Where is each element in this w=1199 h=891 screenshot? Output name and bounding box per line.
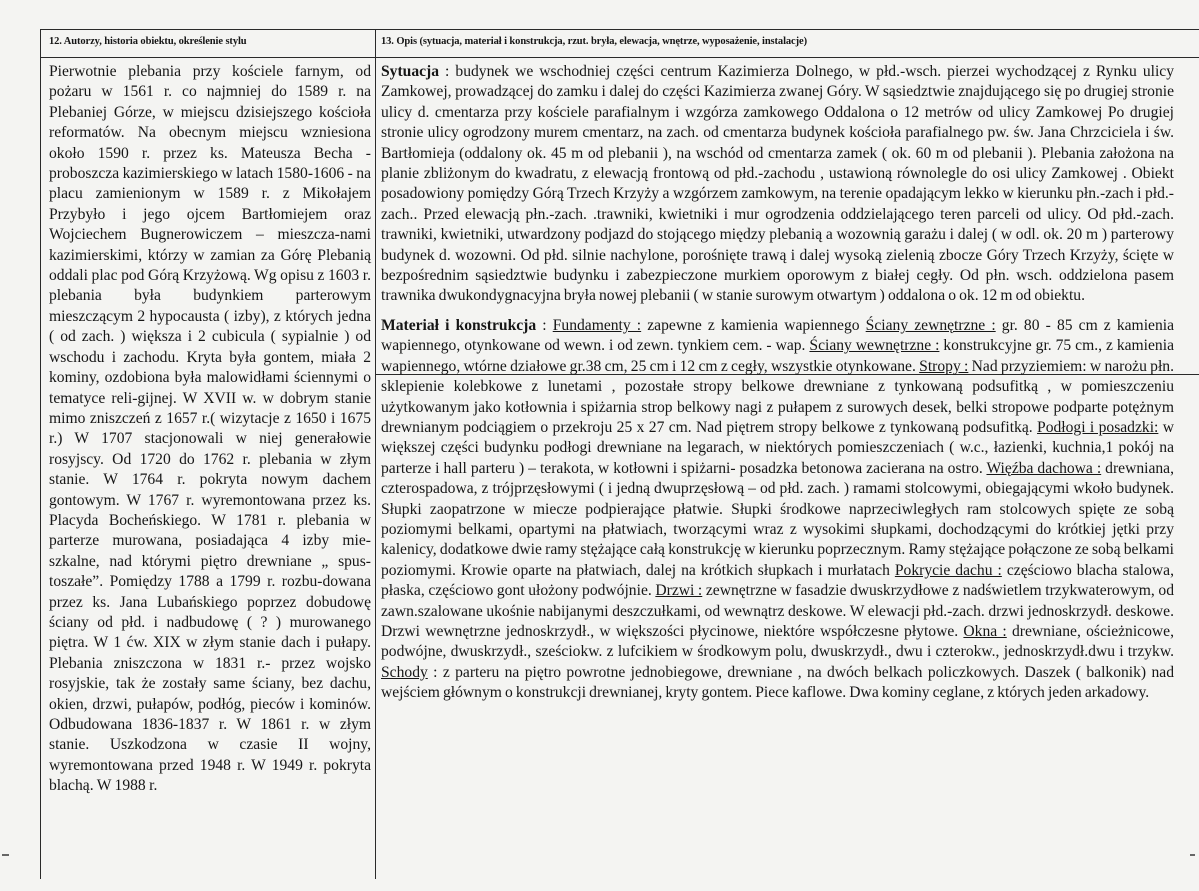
scan-mark-left	[2, 854, 9, 856]
history-text: Pierwotnie plebania przy kościele farnym, od pożaru w 1561 r. co najmniej do 1589 r. na Plebaniej Górze, w miejscu dzisiejszego kościoła reformatów. Na obecnym miejscu wzniesiona około 1590 r. przez ks. Mateusza Becha - proboszcza kazimierskiego w latach 1580-1606 - na placu zamienionym w 1589 r. z Mikołajem Przybyło i jego ojcem Bartłomiejem oraz Wojciechem Bugnerowiczem – mieszcza-nami kazimierskimi, którzy w zamian za Górę Plebanią oddali plac pod Górą Krzyżową. Wg opisu z 1603 r. plebania była budynkiem parterowym mieszczącym 2 hypocausta ( izby), z których jedna ( od zach. ) większa i 2 cubicula ( sypialnie ) od wschodu i zachodu. Kryta była gontem, miała 2 kominy, ozdobiona była malowidłami ściennymi o tematyce reli-gijnej. W XVII w. w dobrym stanie mimo zniszczeń z 1657 r.( wizytacje z 1650 i 1675 r.) W 1707 stacjonowali w niej generałowie rosyjscy. Od 1720 do 1762 r. plebania w złym stanie. W 1764 r. pokryta nowym dachem gontowym. W 1767 r. wyremontowana przez ks. Placyda Bocheńskiego. W 1781 r. plebania w parterze murowana, posiadająca 4 izby mie-szkalne, nad którymi piętro drewniane „ spus-toszałe”. Pomiędzy 1788 a 1799 r. rozbu-dowana przez ks. Jana Lubańskiego poprzez dobudowę ściany od płd. i nadbudowę ( ? ) murowanego piętra. W 1 ćw. XIX w złym stanie dach i pułapy. Plebania zniszczona w 1831 r.- przez wojsko rosyjskie, tak że zostały same ściany, bez dachu, okien, drzwi, pułapów, podłóg, pieców i kominów. Odbudowana 1836-1837 r. W 1861 r. w złym stanie. Uszkodzona w czasie II wojny, wyremontowana przed 1948 r. W 1949 r. pokryta blachą. W 1988 r.	[49, 63, 371, 795]
exterior-walls-label: Ściany zewnętrzne :	[865, 316, 996, 334]
interior-walls-text: konstrukcyjne gr. 75 cm., z kamienia wapiennego, wtórne działowe gr.38 cm, 25 cm i 12 cm z cegły, wszystkie otynkowane.	[381, 337, 1174, 375]
doors-text: zewnętrzne w fasadzie dwuskrzydłowe z nadświetlem trzykwaterowym, od zawn.szalowane ukośnie nabijanymi deszczułkami, od wewnątrz deskowe. W elewacji płd.-zach. drzwi jednoskrzydł. deskowe. Drzwi wewnętrzne jednoskrzydł., w większości płycinowe, niektóre współczesne płytowe.	[381, 582, 1174, 640]
description-column	[381, 62, 1174, 704]
foundations-label: Fundamenty :	[552, 316, 642, 334]
doors-label: Drzwi :	[655, 582, 703, 600]
history-column	[49, 62, 371, 797]
top-rule	[40, 29, 1199, 30]
foundations-text: zapewne z kamienia wapiennego	[641, 316, 866, 334]
situation-label: Sytuacja	[381, 63, 440, 80]
stairs-text: : z parteru na piętro powrotne jednobiegowe, drewniane , na dwóch belkach policzkowych. Daszek ( balkonik) nad wejściem głównym o konstrukcji drewnianej, kryty gontem. Piece kaflowe. Dwa kominy ceglane, z których jeden arkadowy.	[381, 663, 1174, 702]
left-border	[40, 29, 41, 879]
header-rule	[40, 57, 1199, 58]
stairs-label: Schody	[381, 663, 428, 681]
roofing-text: częściowo blacha stalowa, płaska, częściowo gont ułożony podwójnie.	[381, 561, 1174, 600]
material-separator: :	[536, 316, 553, 334]
ceilings-label: Stropy :	[919, 357, 969, 375]
scan-mark-right	[1190, 854, 1195, 856]
material-section	[381, 316, 1174, 704]
material-label: Materiał i konstrukcja	[381, 316, 537, 334]
ceilings-text: Nad przyziemiem: w narożu płn. sklepienie kolebkowe z lunetami , pozostałe stropy belkowe drewniane z tynkowaną podsufitką , w pomieszczeniu użytkowanym jako kotłownia i spiżarnia strop belkowy nagi z pułapem z surowych desek, belki stropowe podparte potężnym drewnianym podciągiem o przekroju 25 x 27 cm. Nad piętrem stropy belkowe z tynkowaną podsufitką.	[381, 357, 1174, 436]
windows-text: drewniane, ościeżnicowe, podwójne, dwuskrzydł., sześciokw. z lufcikiem w środkowym polu, dwuskrzydł., dwu i czterokw., jednoskrzydł.dwu i trzykw.	[381, 622, 1174, 661]
exterior-walls-text: gr. 80 - 85 cm z kamienia wapiennego, otynkowane od wewn. i od zewn. tynkiem cem. - wap.	[381, 316, 1174, 355]
right-column-header: 13. Opis (sytuacja, materiał i konstrukcja, rzut. bryła, elewacja, wnętrze, wyposażenie, instalacje)	[381, 36, 807, 47]
situation-section	[381, 62, 1174, 307]
roofing-label: Pokrycie dachu :	[894, 561, 1002, 579]
situation-text: budynek we wschodniej części centrum Kazimierza Dolnego, w płd.-wsch. pierzei wychodzącej z Rynku ulicy Zamkowej, prowadzącej do zamku i dalej do części Kazimierza zwanej Góry. W sąsiedztwie znajdującego się po drugiej stronie ulicy d. cmentarza przy kościele parafialnym i wzgórza zamkowego Oddalona o 12 metrów od ulicy Zamkowej Po drugiej stronie ulicy ogrodzony murem cmentarz, na zach. od cmentarza budynek kościoła parafialnego pw. św. Jana Chrzciciela i św. Bartłomieja (oddalony ok. 45 m od plebanii ), na wschód od cmentarza zamek ( ok. 60 m od plebanii ). Plebania założona na planie zbliżonym do kwadratu, z elewacją frontową od płd.-zachodu , ustawioną równolegle do osi ulicy Zamkowej . Obiekt posadowiony pomiędzy Górą Trzech Krzyży a wzgórzem zamkowym, na terenie opadającym lekko w kierunku płn.-zach i płd.-zach.. Przed elewacją płn.-zach. .trawniki, kwietniki i mur ogrodzenia oddzielającego teren parceli od ulicy. Od płd.-zach. trawniki, kwietniki, utwardzony podjazd do stojącego między plebanią a wozownią garażu i dalej ( w odl. ok. 20 m ) parterowy budynek d. wozowni. Od płd. silnie nachylone, porośnięte trawą i dalej wysoką zielenią zbocze Góry Trzech Krzyży, ścięte w bezpośrednim sąsiedztwie budynku i zabezpieczone murkiem oporowym z białej cegły. Od płn. wsch. oddzielona pasem trawnika dwukondygnacyjna bryła nowej plebanii ( w stanie surowym otwartym ) oddalona o ok. 12 m od obiektu.	[381, 63, 1175, 305]
windows-label: Okna :	[963, 622, 1007, 640]
roof-truss-text: drewniana, czterospadowa, z trójprzęsłowymi ( i jedną dwuprzęsłową – od płd. zach. ) ramami stolcowymi, obiegającymi wkoło budynek. Słupki zaopatrzone w miecze podpierające płatwie. Słupki środkowe naprzeciwległych ram stolcowych spięte ze sobą poziomymi belkami, opartymi na płatwiach, tworzącymi wraz z wysokimi słupkami, dochodzącymi do krótkiej jętki przy kalenicy, dodatkowe dwie ramy stężające całą konstrukcję w kierunku poprzecznym. Ramy stężające połączone ze sobą belkami poziomymi. Krowie oparte na płatwiach, dalej na krótkich słupkach i murłatach	[381, 459, 1174, 579]
column-divider	[375, 29, 376, 879]
roof-truss-label: Więźba dachowa :	[986, 459, 1102, 477]
left-column-header: 12. Autorzy, historia obiektu, określenie stylu	[49, 36, 247, 47]
floors-label: Podłogi i posadzki:	[1037, 418, 1159, 436]
floors-text: w większej części budynku podłogi drewniane na legarach, w niektórych pomieszczeniach ( w.c., łazienki, kuchnia,1 pokój na parterze i hall parteru ) – terakota, w kotłowni i spiżarni- posadzka betonowa zacierana na ostro.	[381, 418, 1174, 477]
situation-separator: :	[439, 63, 456, 80]
interior-walls-label: Ściany wewnętrzne :	[809, 337, 940, 355]
